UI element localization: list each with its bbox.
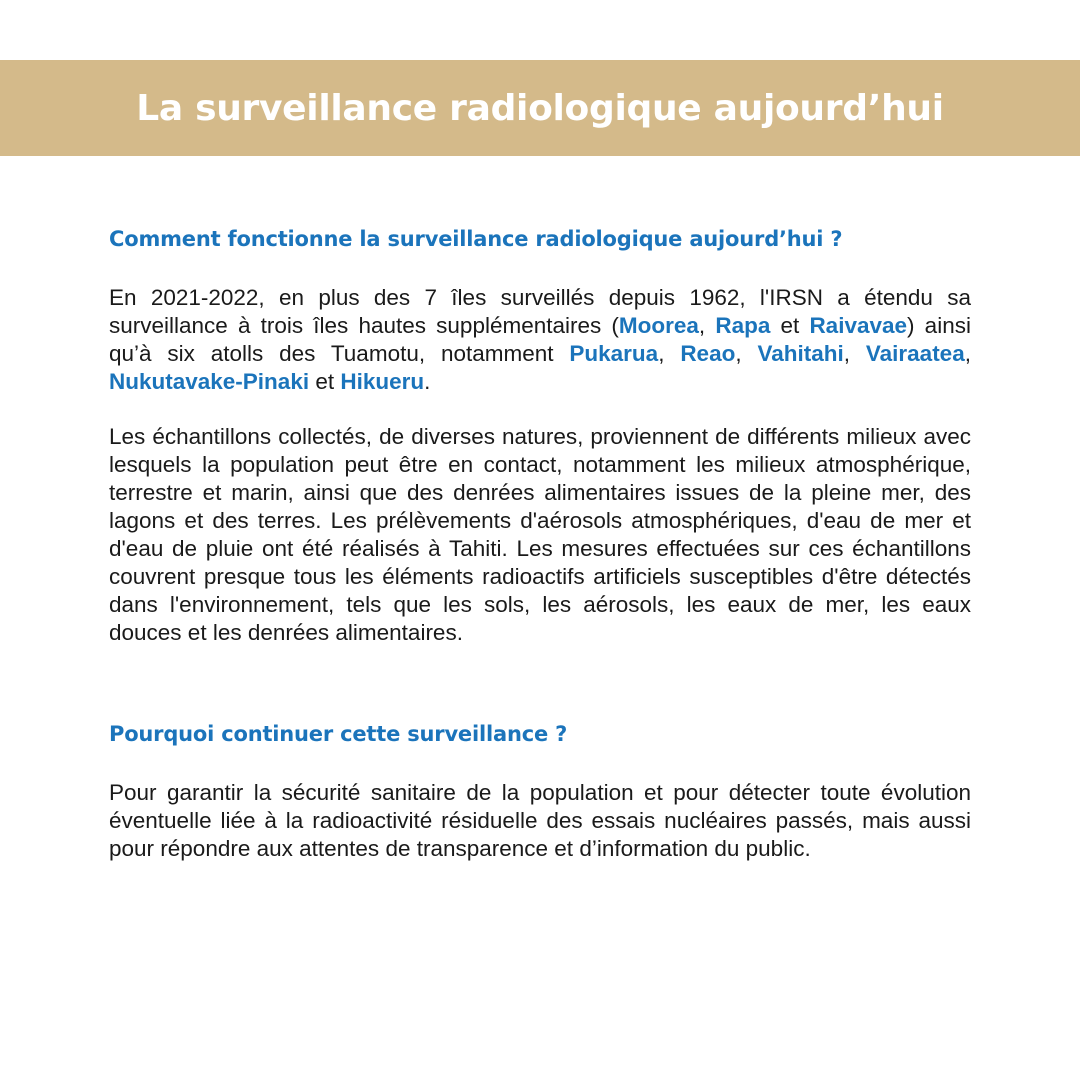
p1-text: , (658, 341, 681, 366)
atoll-nukutavake-pinaki: Nukutavake-Pinaki (109, 369, 310, 394)
p1-text: et (309, 369, 341, 394)
island-raivavae: Raivavae (809, 313, 908, 338)
content-area (109, 224, 971, 863)
p1-text: ) ainsi qu’à six atolls des Tuamotu, notamment (109, 313, 971, 366)
p1-text: , (698, 313, 716, 338)
section2-paragraph: Pour garantir la sécurité sanitaire de la population et pour détecter toute évolution éventuelle liée à la radioactivité résiduelle des essais nucléaires passés, mais aussi pour répondre aux attentes de transparence et d’information du public. (109, 780, 971, 861)
island-moorea: Moorea (618, 313, 699, 338)
atoll-pukarua: Pukarua (569, 341, 659, 366)
p1-text: . (424, 369, 431, 394)
p1-text: , (843, 341, 866, 366)
atoll-vairaatea: Vairaatea (865, 341, 965, 366)
p1-text: , (964, 341, 971, 366)
section1-paragraph1 (109, 284, 971, 396)
p1-text: , (735, 341, 758, 366)
atoll-hikueru: Hikueru (340, 369, 425, 394)
section1-question: Comment fonctionne la surveillance radiologique aujourd’hui ? (109, 227, 843, 251)
section2-question: Pourquoi continuer cette surveillance ? (109, 722, 568, 746)
page-title: La surveillance radiologique aujourd’hui (136, 87, 944, 129)
atoll-vahitahi: Vahitahi (757, 341, 844, 366)
p1-text: et (770, 313, 810, 338)
atoll-reao: Reao (680, 341, 736, 366)
title-banner (0, 60, 1080, 156)
island-rapa: Rapa (715, 313, 771, 338)
p1-text: En 2021-2022, en plus des 7 îles surveillés depuis 1962, l'IRSN a étendu sa surveillance à trois îles hautes supplémentaires ( (109, 285, 971, 338)
section1-paragraph2: Les échantillons collectés, de diverses natures, proviennent de différents milieux avec lesquels la population peut être en contact, notamment les milieux atmosphérique, terrestre et marin, ainsi que des denrées alimentaires issues de la pleine mer, des lagons et des terres. Les prélèvements d'aérosols atmosphériques, d'eau de mer et d'eau de pluie ont été réalisés à Tahiti. Les mesures effectuées sur ces échantillons couvrent presque tous les éléments radioactifs artificiels susceptibles d'être détectés dans l'environnement, tels que les sols, les aérosols, les eaux de mer, les eaux douces et les denrées alimentaires. (109, 424, 971, 645)
